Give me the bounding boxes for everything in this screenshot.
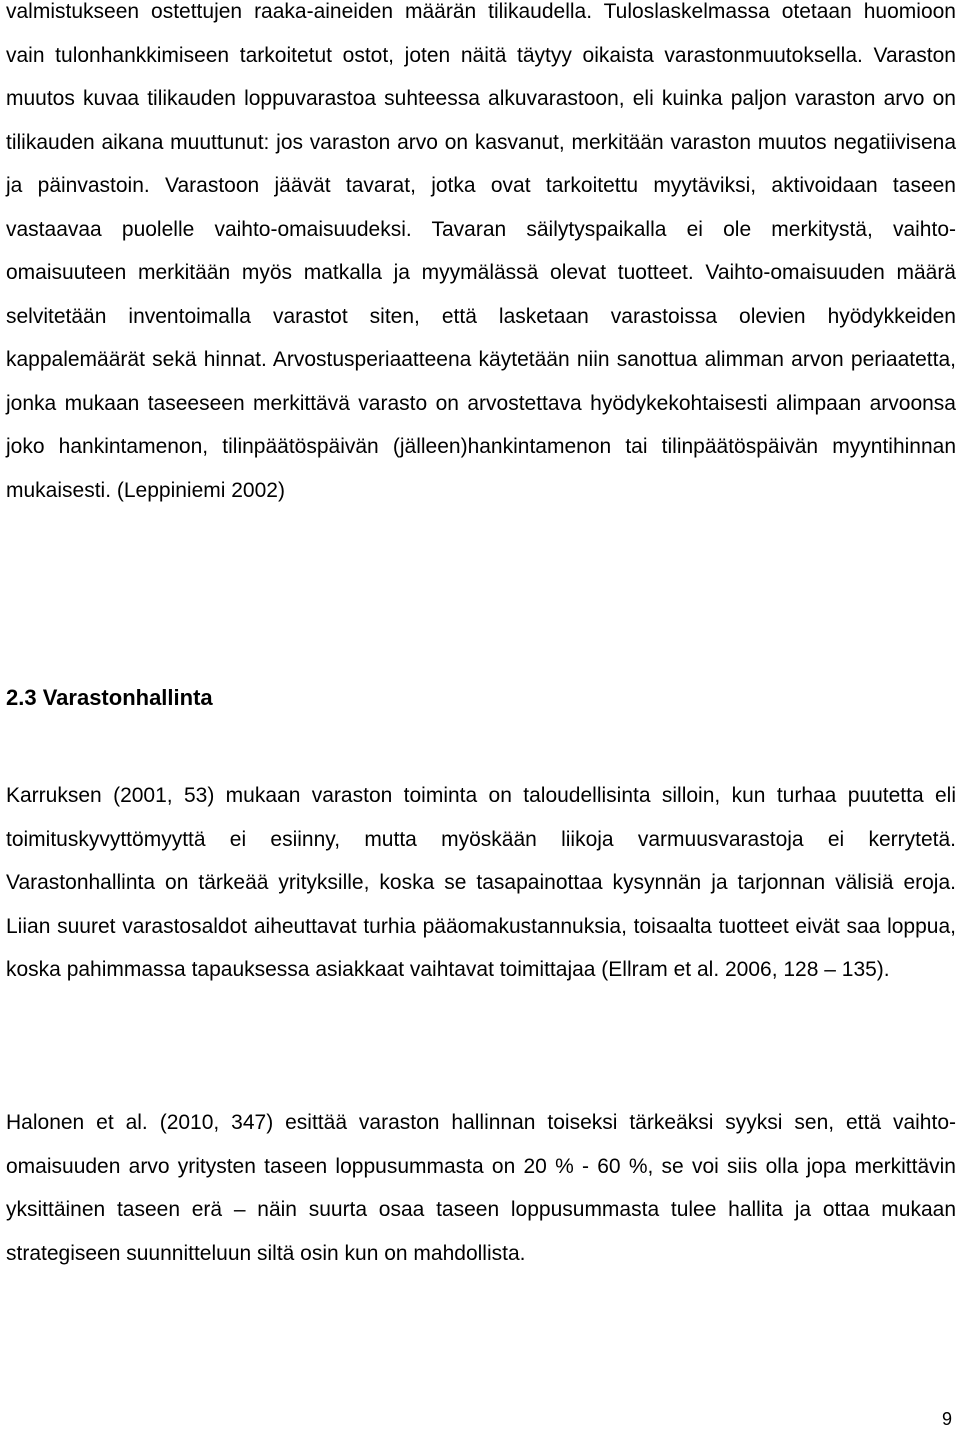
- page-number: 9: [941, 1409, 952, 1429]
- section-heading: 2.3 Varastonhallinta: [6, 685, 213, 710]
- paragraph-halonen: Halonen et al. (2010, 347) esittää varaston hallinnan toiseksi tärkeäksi syyksi sen, että vaihto-omaisuuden arvo yritysten taseen loppusummasta on 20 % - 60 %, se voi siis olla jopa merkittävin yksittäinen taseen erä – näin suurta osaa taseen loppusummasta tulee hallita ja ottaa mukaan strategiseen suunnitteluun siltä osin kun on mahdollista.: [6, 1111, 956, 1265]
- paragraph-inventory-change: valmistukseen ostettujen raaka-aineiden määrän tilikaudella. Tuloslaskelmassa otetaan huomioon vain tulonhankkimiseen tarkoitetut ostot, joten näitä täytyy oikaista varastonmuutoksella. Varaston muutos kuvaa tilikauden loppuvarastoa suhteessa alkuvarastoon, eli kuinka paljon varaston arvo on tilikauden aikana muuttunut: jos varaston arvo on kasvanut, merkitään varaston muutos negatiivisena ja päinvastoin. Varastoon jäävät tavarat, jotka ovat tarkoitettu myytäviksi, aktivoidaan taseen vastaavaa puolelle vaihto-omaisuudeksi. Tavaran säilytyspaikalla ei ole merkitystä, vaihto-omaisuuteen merkitään myös matkalla ja myymälässä olevat tuotteet. Vaihto-omaisuuden määrä selvitetään inventoimalla varastot siten, että lasketaan varastoissa olevien hyödykkeiden kappalemäärät sekä hinnat. Arvostusperiaatteena käytetään niin sanottua alimman arvon periaatetta, jonka mukaan taseeseen merkittävä varasto on arvostettava hyödykekohtaisesti alimpaan arvoonsa joko hankintamenon, tilinpäätöspäivän (jälleen)hankintamenon tai tilinpäätöspäivän myyntihinnan mukaisesti. (Leppiniemi 2002): [6, 0, 956, 502]
- paragraph-inventory-management: Karruksen (2001, 53) mukaan varaston toiminta on taloudellisinta silloin, kun turhaa puutetta eli toimituskyvyttömyyttä ei esiinny, mutta myöskään liikoja varmuusvarastoja ei kerrytetä. Varastonhallinta on tärkeää yrityksille, koska se tasapainottaa kysynnän ja tarjonnan välisiä eroja. Liian suuret varastosaldot aiheuttavat turhia pääomakustannuksia, toisaalta tuotteet eivät saa loppua, koska pahimmassa tapauksessa asiakkaat vaihtavat toimittajaa (Ellram et al. 2006, 128 – 135).: [6, 784, 956, 981]
